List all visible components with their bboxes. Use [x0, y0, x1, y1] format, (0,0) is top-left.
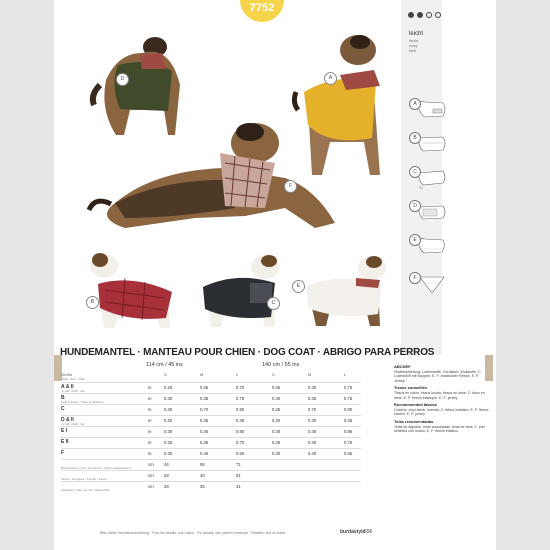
- table-row: [61, 393, 361, 404]
- row-label: B: [61, 395, 65, 401]
- view-label: C: [409, 166, 421, 178]
- row-sublabel: Halsweite / Tour de cou / Neck width: [61, 488, 110, 492]
- row-label: A & II: [61, 384, 74, 390]
- row-unit: cm: [148, 462, 154, 467]
- fabric-info: [394, 362, 490, 434]
- table-cell: 0.25: [164, 385, 173, 390]
- col-header: S: [164, 372, 167, 377]
- row-sublabel: Brustumfang / Tour de poitrine / Chest measurement: [61, 466, 131, 470]
- difficulty-text: [409, 30, 423, 53]
- photo-label: C: [267, 297, 280, 310]
- table-cell: 0.75: [344, 440, 353, 445]
- dog-in-black-coat-image: [195, 245, 287, 333]
- table-cell: 0.40: [308, 451, 317, 456]
- table-row: [61, 470, 361, 481]
- row-sublabel: m, äär, mitch, rom: [61, 422, 86, 426]
- table-cell: 40: [200, 473, 205, 478]
- size-header: Größe: [61, 372, 73, 377]
- difficulty-translation: facile: [409, 38, 419, 43]
- table-cell: 58: [200, 462, 205, 467]
- table-cell: 0.85: [344, 429, 353, 434]
- table-row: [61, 404, 361, 415]
- row-sublabel: m, äär, mitch, rom: [61, 389, 86, 393]
- table-cell: 0.35: [200, 418, 209, 423]
- page-title: HUNDEMANTEL · MANTEAU POUR CHIEN · DOG COAT · ABRIGO PARA PERROS: [60, 347, 435, 358]
- table-row: [61, 448, 361, 459]
- row-unit: cm: [148, 484, 154, 489]
- table-cell: 0.45: [344, 418, 353, 423]
- table-cell: 0.30: [164, 396, 173, 401]
- table-cell: 0.35: [200, 385, 209, 390]
- table-cell: 0.25: [164, 440, 173, 445]
- row-unit: m: [148, 385, 152, 390]
- table-cell: 0.35: [308, 396, 317, 401]
- table-cell: 0.30: [164, 429, 173, 434]
- view-label: D: [409, 200, 421, 212]
- tech-drawing-e: [415, 234, 445, 254]
- dog-in-white-fleece-coat-image: [300, 250, 392, 330]
- footer-note: Bitte siehe Schnittbeschreibung · Pour les détails, voir notice · For details, see pattern envelope · Detalles, leer el sobre: [100, 531, 286, 535]
- row-unit: m: [148, 451, 152, 456]
- photo-label: F: [284, 180, 297, 193]
- tech-drawing-d: [415, 200, 445, 220]
- table-cell: 0.25: [272, 407, 281, 412]
- table-cell: 0.75: [344, 396, 353, 401]
- col-header: L: [344, 372, 347, 377]
- row-unit: m: [148, 418, 152, 423]
- table-cell: 0.70: [236, 385, 245, 390]
- difficulty-dot-filled: [417, 12, 423, 18]
- info-text: Telas de algodón, telas acolchadas, telas de lana; C: piel sintética con nudos; E, F: fleece elástico: [394, 424, 485, 434]
- info-heading: Telas recomendadas: [394, 418, 434, 424]
- view-label: E: [409, 234, 421, 246]
- photo-dog-b: [80, 248, 180, 338]
- table-cell: 0.75: [236, 396, 245, 401]
- photo-label: B: [86, 296, 99, 309]
- view-label: B: [409, 132, 421, 144]
- table-cell: 71: [236, 462, 241, 467]
- table-row: [61, 459, 361, 470]
- yardage-table: [61, 382, 361, 492]
- table-cell: 0.70: [308, 407, 317, 412]
- dog-in-red-plaid-coat-image: [80, 248, 180, 333]
- table-cell: 0.90: [344, 407, 353, 412]
- table-cell: 0.55: [344, 451, 353, 456]
- table-cell: 0.55: [236, 451, 245, 456]
- page-number: 596: [364, 529, 373, 535]
- view-label: F: [409, 272, 421, 284]
- table-cell: 51: [236, 473, 241, 478]
- table-cell: 0.45: [200, 429, 209, 434]
- table-cell: 0.40: [200, 451, 209, 456]
- row-label: E I: [61, 428, 68, 434]
- difficulty-dot-empty: [435, 12, 441, 18]
- col-header: M: [200, 372, 204, 377]
- difficulty-translation: fácil: [409, 48, 417, 53]
- table-cell: 0.30: [272, 451, 281, 456]
- row-label: D & II: [61, 417, 74, 423]
- row-unit: m: [148, 407, 152, 412]
- size-group-1: 114 cm / 45 ins: [146, 362, 183, 368]
- tech-drawing-a: [415, 98, 445, 118]
- info-text: Cottons, vinyl fabric, tweeds; C: felted imitation, E, F: fleece stretch; E, F: jersey: [394, 407, 489, 417]
- table-cell: 0.45: [308, 429, 317, 434]
- table-cell: 28: [164, 484, 169, 489]
- info-heading: ABCDEF: [394, 364, 411, 369]
- info-heading: Recommended fabrics: [394, 402, 437, 408]
- col-header: S: [272, 372, 275, 377]
- table-cell: 0.30: [272, 396, 281, 401]
- table-cell: 0.30: [308, 440, 317, 445]
- row-label: E II: [61, 439, 69, 445]
- table-row: [61, 437, 361, 448]
- table-row: [61, 382, 361, 393]
- info-text: Tissus en coton, tissus lourds, tissus en laine; C: tissu en laine; E, F: fleece élastique; E, F: jersey: [394, 390, 485, 400]
- tech-drawing-f: [415, 272, 445, 292]
- photo-dog-e: [296, 250, 392, 335]
- table-cell: 0.30: [308, 385, 317, 390]
- table-cell: 44: [164, 462, 169, 467]
- difficulty-label: leicht: [409, 31, 424, 37]
- tech-drawing-b: [415, 132, 445, 152]
- table-cell: 0.75: [344, 385, 353, 390]
- row-label: F: [61, 450, 65, 456]
- table-cell: 0.35: [200, 396, 209, 401]
- table-cell: 0.80: [236, 429, 245, 434]
- photo-dog-f: [85, 108, 345, 238]
- size-header-sub: Taille / Size / Talla: [61, 377, 85, 381]
- table-cell: 0.45: [236, 418, 245, 423]
- table-cell: 0.70: [236, 440, 245, 445]
- photo-label: D: [116, 73, 129, 86]
- difficulty-translation: easy: [409, 43, 418, 48]
- row-unit: m: [148, 429, 152, 434]
- table-cell: 0.20: [272, 418, 281, 423]
- difficulty-dot-filled: [408, 12, 414, 18]
- info-text: Stoffempfehlung: Lodenstoffe, Cordsamt, Wollstoffe; C: Lodenstoff mit Noppen; E, F: elastischer Fleece, E, F: Jersey: [394, 369, 482, 383]
- info-heading: Tissus conseillés: [394, 385, 428, 391]
- pattern-number-badge: 7752: [240, 0, 284, 22]
- view-label: A: [409, 98, 421, 110]
- photo-dog-c: [195, 245, 287, 338]
- table-cell: 0.90: [236, 407, 245, 412]
- table-header-label: [61, 372, 85, 381]
- table-cell: 0.25: [272, 440, 281, 445]
- row-unit: m: [148, 440, 152, 445]
- col-header: M: [308, 372, 312, 377]
- table-cell: 0.30: [164, 407, 173, 412]
- table-cell: 0.30: [164, 451, 173, 456]
- table-cell: 0.30: [272, 429, 281, 434]
- table-cell: 41: [236, 484, 241, 489]
- table-cell: 0.30: [308, 418, 317, 423]
- table-cell: 0.35: [200, 440, 209, 445]
- table-row: [61, 415, 361, 426]
- row-sublabel: Stoff & Futter / Tissu & doublure: [61, 400, 104, 404]
- table-cell: 0.25: [272, 385, 281, 390]
- brand-name: burdastyle: [340, 529, 366, 535]
- table-cell: 0.70: [200, 407, 209, 412]
- photo-label: A: [324, 72, 337, 85]
- col-header: L: [236, 372, 239, 377]
- photo-label: E: [292, 280, 305, 293]
- size-group-2: 140 cm / 55 ins: [262, 362, 300, 368]
- dog-with-plaid-bandana-image: [85, 108, 345, 233]
- table-row: [61, 426, 361, 437]
- row-unit: m: [148, 396, 152, 401]
- tech-drawing-c: [415, 166, 445, 186]
- row-unit: cm: [148, 473, 154, 478]
- table-cell: 28: [164, 473, 169, 478]
- difficulty-dots: [408, 12, 441, 18]
- row-label: C: [61, 406, 65, 412]
- row-sublabel: Länge / Longueur / Length / Largo: [61, 477, 107, 481]
- difficulty-dot-empty: [426, 12, 432, 18]
- table-row: [61, 481, 361, 492]
- table-cell: 35: [200, 484, 205, 489]
- table-cell: 0.20: [164, 418, 173, 423]
